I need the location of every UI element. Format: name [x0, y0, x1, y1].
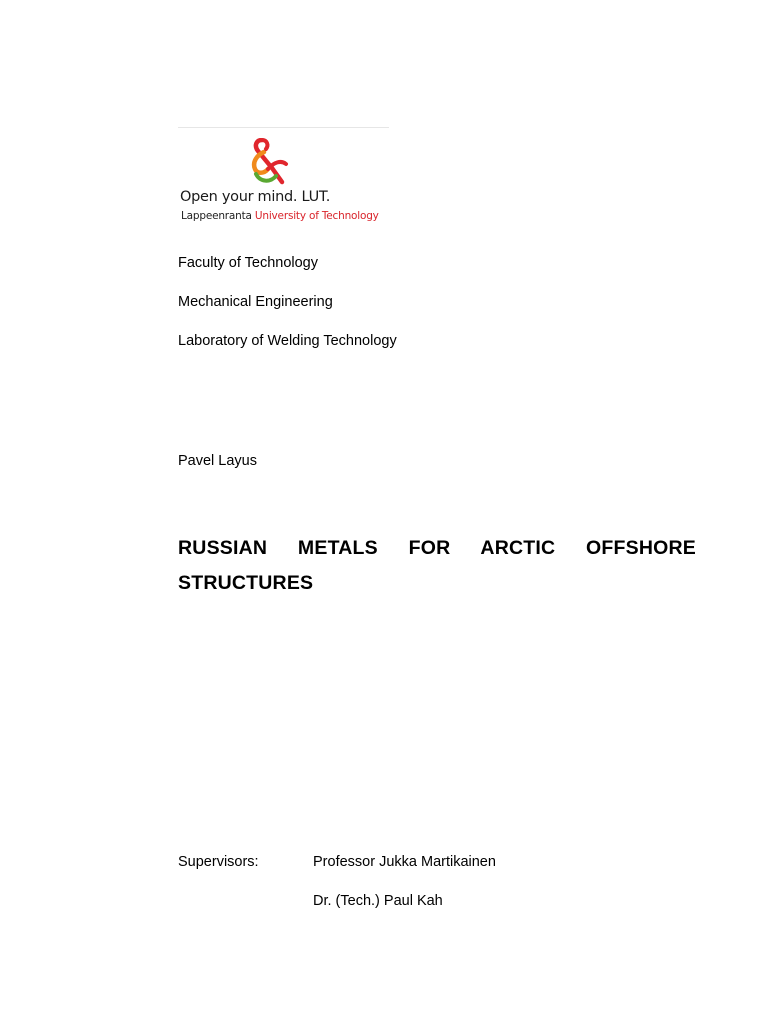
supervisor-name: Dr. (Tech.) Paul Kah	[313, 893, 443, 909]
department-name: Mechanical Engineering	[178, 294, 333, 310]
logo-city: Lappeenranta	[181, 210, 252, 222]
author-name: Pavel Layus	[178, 453, 257, 469]
logo-top-rule	[178, 127, 389, 128]
logo-university: University of Technology	[254, 210, 379, 222]
faculty-name: Faculty of Technology	[178, 255, 318, 271]
ampersand-logo-icon	[248, 138, 292, 188]
thesis-title: RUSSIAN METALS FOR ARCTIC OFFSHORE STRUCTURES	[178, 537, 696, 594]
laboratory-name: Laboratory of Welding Technology	[178, 333, 397, 349]
logo-university-name	[181, 210, 379, 222]
lut-logo	[178, 127, 389, 231]
logo-tagline: Open your mind. LUT.	[180, 189, 331, 205]
supervisors-label: Supervisors:	[178, 854, 259, 870]
supervisor-name: Professor Jukka Martikainen	[313, 854, 496, 870]
